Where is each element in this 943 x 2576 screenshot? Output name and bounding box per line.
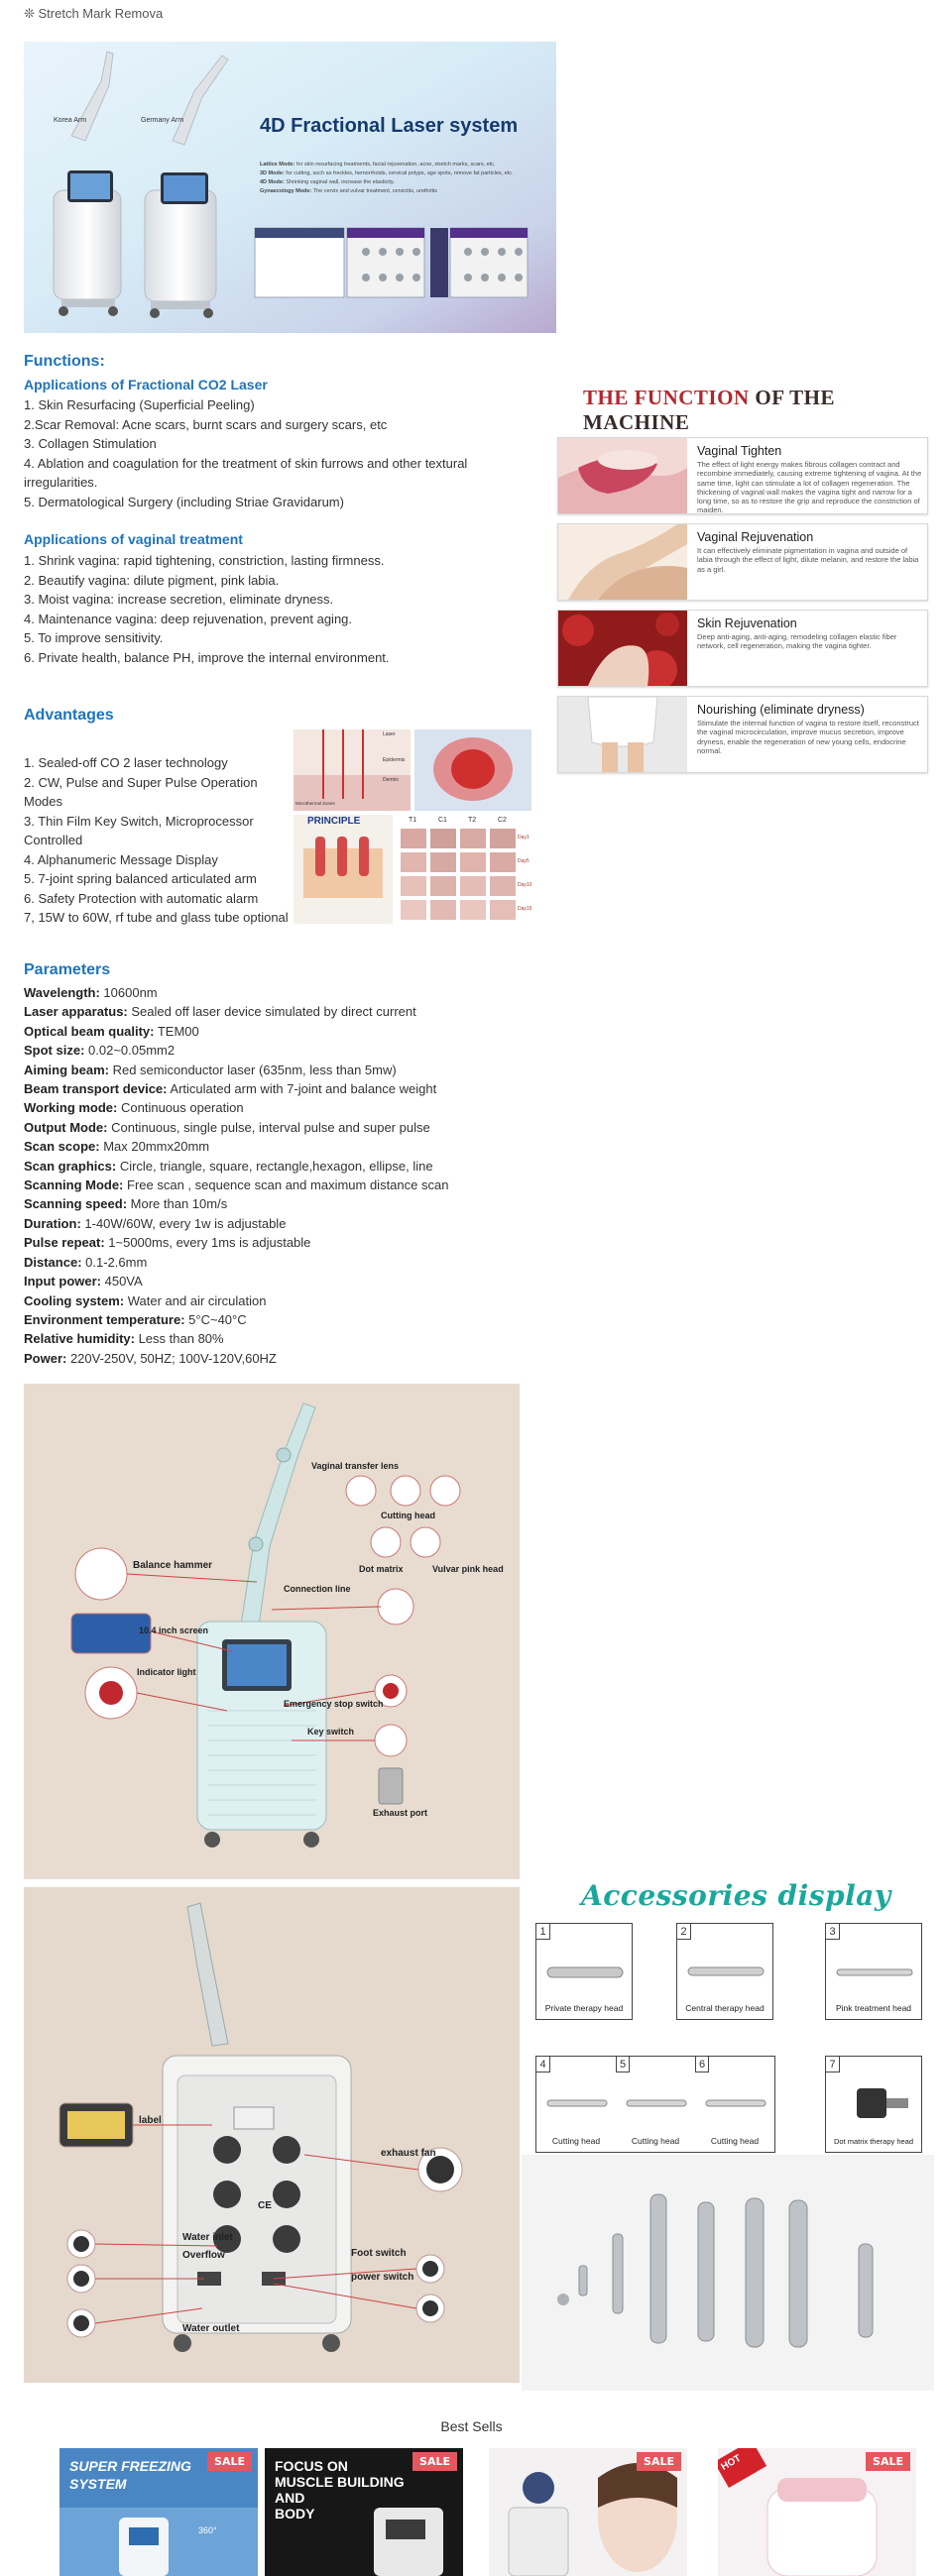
list-item: 3. Thin Film Key Switch, Microprocessor Controlled (24, 813, 254, 847)
hero-modes (260, 161, 547, 196)
callout-water-inlet: Water inlet (182, 2232, 233, 2243)
vaginal-applications-list (24, 551, 490, 667)
parameter-row: Distance: 0.1-2.6mm (24, 1254, 148, 1270)
parameter-row: Optical beam quality: TEM00 (24, 1023, 199, 1039)
list-item: 1. Skin Resurfacing (Superficial Peeling) (24, 397, 255, 412)
principle-column: C2 (498, 817, 507, 824)
callout-vulvar-head: Vulvar pink head (432, 1564, 504, 1574)
pink-treatment-head-icon (827, 1942, 922, 2001)
callout-water-outlet: Water outlet (182, 2323, 240, 2334)
co2-applications-heading: Applications of Fractional CO2 Laser (24, 377, 268, 392)
principle-day: Day15 (518, 906, 532, 912)
accessory-label: Cutting head (710, 2136, 760, 2146)
hero-mode-line: Gynaecology Mode: The cervix and vulvar treatment, cervicitis, urethritis (260, 188, 438, 194)
parameter-row: Laser apparatus: Sealed off laser device simulated by direct current (24, 1004, 416, 1020)
accessory-item: 7 Dot matrix therapy head (825, 2056, 922, 2153)
principle-title: PRINCIPLE (307, 816, 361, 827)
list-item: 4. Alphanumeric Message Display (24, 851, 218, 867)
parameter-row: Wavelength: 10600nm (24, 985, 158, 1000)
accessory-item: 2 Central therapy head (676, 1923, 773, 2020)
hero-mode-line: Lattice Mode: for skin resurfacing treatments, facial rejuvenation, acne, stretch marks, scars, etc. (260, 162, 496, 168)
accessory-label: Pink treatment head (835, 2003, 912, 2013)
callout-foot-switch: Foot switch (351, 2248, 407, 2259)
machine-function-title: THE FUNCTION OF THE MACHINE (583, 386, 835, 434)
parameter-row: Environment temperature: 5°C~40°C (24, 1311, 247, 1327)
function-card (557, 696, 928, 773)
list-item: 3. Moist vagina: increase secretion, eliminate dryness. (24, 592, 334, 607)
accessory-tools-photo (522, 2155, 934, 2391)
cutting-heads-icon (537, 2074, 775, 2134)
callout-connection-line: Connection line (284, 1584, 351, 1594)
parameter-row: Scanning Mode: Free scan , sequence scan and maximum distance scan (24, 1177, 449, 1193)
principle-day: Day10 (518, 882, 532, 888)
functions-heading: Functions: (24, 353, 105, 370)
list-item: 2. Beautify vagina: dilute pigment, pink labia. (24, 572, 280, 588)
product-text: 360° (198, 2525, 217, 2535)
list-item: 5. To improve sensitivity. (24, 630, 164, 645)
machine-back-diagram (24, 1887, 520, 2383)
accessory-label: Private therapy head (544, 2003, 624, 2013)
vaginal-rejuvenation-image (558, 524, 687, 600)
skin-rejuvenation-image (558, 611, 687, 686)
hero-title: 4D Fractional Laser system (260, 115, 519, 137)
sale-badge: SALE (413, 2452, 457, 2471)
principle-label: Dermis (383, 777, 399, 783)
callout-vaginal-lens: Vaginal transfer lens (311, 1461, 400, 1471)
product-card[interactable] (59, 2448, 258, 2576)
hot-badge: HOT (718, 2448, 766, 2488)
function-card-text: It can effectively eliminate pigmentation in vagina and outside of labia through the effect of light, dilute melanin, and restore the labia as a girl. (697, 546, 919, 574)
hero-banner (24, 42, 556, 333)
sale-badge: SALE (637, 2452, 681, 2471)
product-text: BODY (275, 2506, 315, 2521)
principle-label: Epidermis (383, 757, 406, 763)
list-item: 5. Dermatological Surgery (including Striae Gravidarum) (24, 494, 344, 509)
product-card[interactable] (718, 2448, 916, 2576)
callout-dot-matrix: Dot matrix (359, 1564, 404, 1574)
parameter-row: Pulse repeat: 1~5000ms, every 1ms is adjustable (24, 1235, 311, 1251)
accessory-label: Cutting head (551, 2136, 601, 2146)
parameters-list (24, 983, 619, 1368)
principle-day: Day5 (518, 858, 530, 864)
function-card-text: Deep anti-aging, anti-aging, remodeling collagen elastic fiber network, cell regeneration, making the vagina tighter. (697, 632, 897, 651)
accessories-panel (522, 1879, 938, 2153)
parameter-row: Scan scope: Max 20mmx20mm (24, 1139, 210, 1155)
function-card-title: Vaginal Tighten (697, 444, 782, 458)
function-card (557, 610, 928, 687)
machine-front-diagram (24, 1384, 520, 1879)
callout-balance-hammer: Balance hammer (133, 1560, 213, 1571)
callout-indicator: Indicator light (137, 1667, 196, 1677)
list-item: 7, 15W to 60W, rf tube and glass tube optional (24, 910, 289, 925)
list-item: 2. CW, Pulse and Super Pulse Operation Modes (24, 774, 258, 809)
list-item: 6. Private health, balance PH, improve the internal environment. (24, 649, 390, 665)
breadcrumb-text: ❊ Stretch Mark Remova (24, 6, 164, 21)
list-item: 1. Shrink vagina: rapid tightening, constriction, lasting firmness. (24, 553, 385, 568)
callout-label: label (139, 2115, 162, 2126)
list-item: 4. Ablation and coagulation for the treatment of skin furrows and other textural irregularities. (24, 455, 468, 490)
product-card[interactable] (265, 2448, 463, 2576)
hero-label-germany: Germany Arm (141, 117, 184, 124)
sale-badge: SALE (207, 2452, 252, 2471)
principle-label: Microthermal Zones (295, 801, 335, 806)
parameter-row: Output Mode: Continuous, single pulse, interval pulse and super pulse (24, 1119, 430, 1135)
list-item: 3. Collagen Stimulation (24, 436, 157, 451)
product-text: SYSTEM (69, 2476, 127, 2492)
product-card[interactable] (489, 2448, 687, 2576)
product-text: MUSCLE BUILDING (275, 2474, 405, 2490)
function-card (557, 523, 928, 601)
callout-ce: CE (258, 2200, 272, 2211)
parameter-row: Scanning speed: More than 10m/s (24, 1196, 228, 1212)
callout-power-switch: power switch (351, 2272, 414, 2283)
function-card-text: The effect of light energy makes fibrous collagen contract and recombine immediately, causing extreme tightening of vagina. At the same time, light can stimulate a lot of collagen regeneration. The thickening of vaginal wall makes the vagina tight and narrow for a long time, so as to restore the grip and reproduce the constriction of maiden. (697, 460, 922, 515)
principle-column: T2 (468, 817, 477, 824)
hero-label-korea: Korea Arm (54, 117, 87, 124)
accessory-item: 1 Private therapy head (535, 1923, 633, 2020)
laser-principle-image (294, 729, 531, 924)
list-item: 4. Maintenance vagina: deep rejuvenation, prevent aging. (24, 611, 353, 626)
accessory-item: 3 Pink treatment head (825, 1923, 922, 2020)
product-text: AND (275, 2490, 305, 2506)
parameters-heading: Parameters (24, 961, 111, 978)
parameter-row: Spot size: 0.02~0.05mm2 (24, 1043, 176, 1059)
callout-exhaust-fan: exhaust fan (381, 2148, 436, 2159)
parameter-row: Aiming beam: Red semiconductor laser (635nm, less than 5mw) (24, 1062, 397, 1077)
principle-day: Day1 (518, 835, 530, 840)
machine-function-panel (555, 382, 932, 768)
hero-mode-line: 3D Mode: for cutting, such as freckles, hemorrhoids, cervical polyps, age spots, remove fat particles, etc. (260, 170, 514, 176)
callout-cutting-head: Cutting head (381, 1511, 435, 1520)
principle-label: Laser (383, 731, 396, 737)
parameter-row: Relative humidity: Less than 80% (24, 1331, 224, 1347)
list-item: 1. Sealed-off CO 2 laser technology (24, 755, 228, 770)
product-text: SUPER FREEZING (69, 2458, 191, 2474)
function-card-title: Vaginal Rejuvenation (697, 530, 814, 544)
product-text: FOCUS ON (275, 2458, 348, 2474)
parameter-row: Working mode: Continuous operation (24, 1100, 244, 1116)
accessory-label: Cutting head (631, 2136, 680, 2146)
accessory-label: Central therapy head (685, 2003, 765, 2013)
principle-column: T1 (409, 817, 417, 824)
callout-key-switch: Key switch (307, 1727, 355, 1736)
callout-overflow: Overflow (182, 2250, 225, 2261)
callout-exhaust-port: Exhaust port (373, 1808, 428, 1818)
function-card-title: Nourishing (eliminate dryness) (697, 703, 865, 717)
function-card-title: Skin Rejuvenation (697, 616, 797, 630)
private-therapy-head-icon (537, 1942, 633, 2001)
co2-applications-list (24, 395, 490, 511)
best-sellers-heading: Best Sells (440, 2418, 503, 2434)
dot-matrix-therapy-head-icon (827, 2074, 922, 2134)
callout-emergency: Emergency stop switch (284, 1699, 384, 1709)
callout-screen: 10.4 inch screen (139, 1625, 209, 1635)
central-therapy-head-icon (678, 1942, 773, 2001)
principle-column: C1 (438, 817, 447, 824)
parameter-row: Power: 220V-250V, 50HZ; 100V-120V,60HZ (24, 1350, 277, 1366)
hero-mode-line: 4D Mode: Shrinking vaginal wall, increase the elasticity. (260, 179, 395, 185)
list-item: 2.Scar Removal: Acne scars, burnt scars and surgery scars, etc (24, 416, 388, 432)
function-card-text: Stimulate the internal function of vagina to restore itself, reconstruct the vaginal microcirculation, improve mucus secretion, improve dryness, enable the regeneration of new young cells, endocrine normal. (697, 719, 919, 755)
accessories-title: Accessories display (581, 1879, 891, 1912)
parameter-row: Scan graphics: Circle, triangle, square, rectangle,hexagon, ellipse, line (24, 1158, 433, 1174)
parameter-row: Cooling system: Water and air circulation (24, 1292, 267, 1308)
accessory-label: Dot matrix therapy head (833, 2137, 914, 2146)
advantages-list (24, 753, 292, 928)
nourishing-image (558, 697, 687, 772)
vaginal-tighten-image (558, 438, 687, 513)
parameter-row: Beam transport device: Articulated arm with 7-joint and balance weight (24, 1081, 437, 1097)
vaginal-applications-heading: Applications of vaginal treatment (24, 531, 243, 547)
advantages-heading: Advantages (24, 707, 114, 724)
list-item: 5. 7-joint spring balanced articulated arm (24, 871, 257, 886)
parameter-row: Input power: 450VA (24, 1274, 143, 1289)
list-item: 6. Safety Protection with automatic alarm (24, 890, 259, 906)
parameter-row: Duration: 1-40W/60W, every 1w is adjustable (24, 1215, 287, 1231)
sale-badge: SALE (866, 2452, 910, 2471)
accessory-group: 4 5 6 Cutting head Cutting head Cutting head (535, 2056, 775, 2153)
function-card (557, 437, 928, 514)
